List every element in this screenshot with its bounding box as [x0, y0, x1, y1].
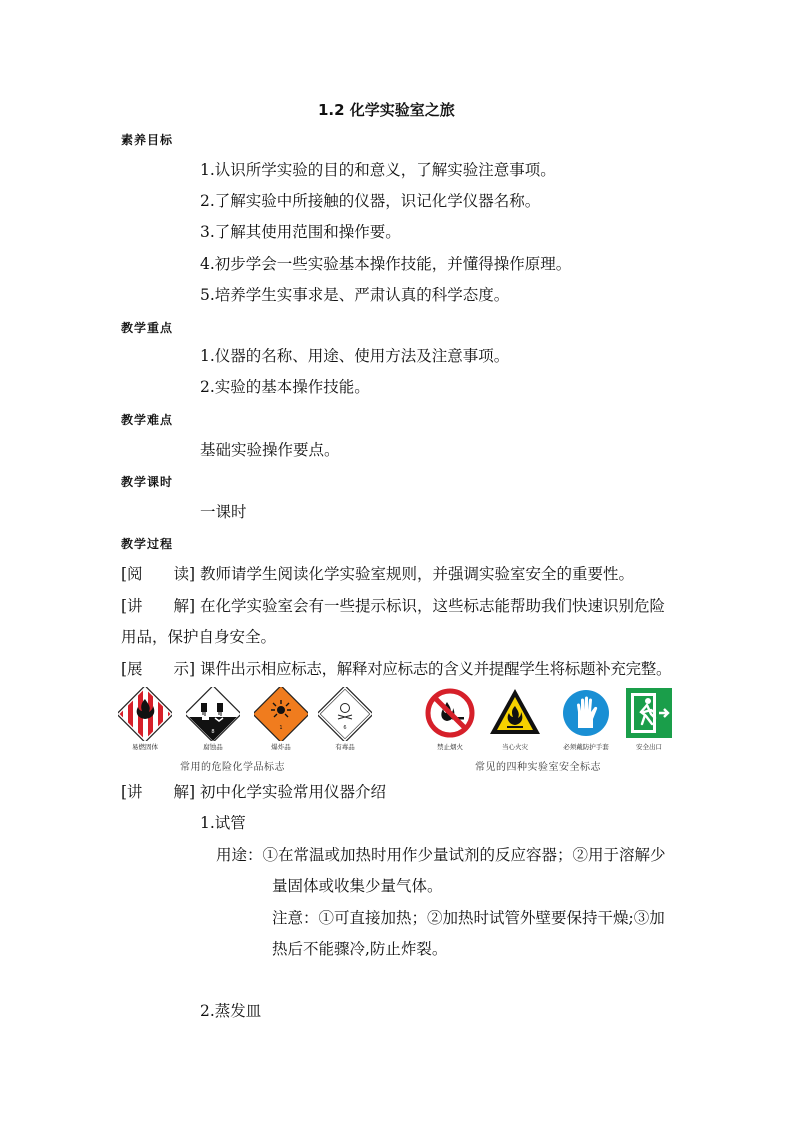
goal-item: 3.了解其使用范围和操作要。 — [200, 223, 401, 241]
hazard-caption: 常用的危险化学品标志 — [180, 762, 285, 773]
emergency-exit-icon — [626, 688, 672, 738]
explain-text-line: 在化学实验室会有一些提示标识，这些标志能帮助我们快速识别危险 — [200, 597, 666, 615]
read-tag: [阅 读] — [121, 565, 196, 583]
hazard-number: 6 — [343, 725, 347, 731]
note-line: 热后不能骤冷,防止炸裂。 — [272, 940, 448, 958]
explain-tag: [讲 解] — [121, 597, 196, 615]
section-heading-key-points: 教学重点 — [121, 321, 174, 335]
hazard-label: 爆炸品 — [271, 743, 291, 751]
goal-item: 1.认识所学实验的目的和意义，了解实验注意事项。 — [200, 161, 556, 179]
explain-tag: [讲 解] — [121, 783, 196, 801]
goal-item: 2.了解实验中所接触的仪器，识记化学仪器名称。 — [200, 192, 541, 210]
safety-label: 当心火灾 — [502, 743, 528, 751]
safety-label: 必须戴防护手套 — [563, 743, 609, 751]
hazard-label: 腐蚀品 — [203, 743, 223, 751]
read-text: 教师请学生阅读化学实验室规则，并强调实验室安全的重要性。 — [200, 565, 635, 583]
note-line: 注意：①可直接加热；②加热时试管外壁要保持干燥;③加 — [272, 909, 665, 927]
hazard-label: 易燃固体 — [132, 743, 158, 751]
goal-item: 4.初步学会一些实验基本操作技能，并懂得操作原理。 — [200, 255, 572, 273]
hazard-label: 有毒品 — [335, 743, 355, 751]
safety-label: 禁止烟火 — [437, 743, 463, 751]
hazard-number: 1 — [279, 725, 283, 731]
flammable-solid-icon — [118, 687, 172, 741]
safety-caption: 常见的四种实验室安全标志 — [475, 762, 601, 773]
usage-line: 用途：①在常温或加热时用作少量试剂的反应容器；②用于溶解少 — [216, 846, 666, 864]
no-fire-icon — [425, 688, 475, 738]
gloves-required-icon — [561, 688, 611, 738]
corrosive-icon — [186, 687, 240, 741]
section-heading-difficulty: 教学难点 — [121, 413, 174, 427]
hours-text: 一课时 — [200, 503, 247, 521]
section-heading-goals: 素养目标 — [121, 133, 174, 147]
key-point-item: 2.实验的基本操作技能。 — [200, 378, 370, 396]
section-heading-hours: 教学课时 — [121, 475, 174, 489]
explain-text: 初中化学实验常用仪器介绍 — [200, 783, 387, 801]
instrument-title: 1.试管 — [200, 814, 246, 832]
page-title: 1.2 化学实验室之旅 — [318, 101, 455, 119]
instrument-title: 2.蒸发皿 — [200, 1002, 262, 1020]
fire-warning-icon — [488, 686, 542, 738]
difficulty-text: 基础实验操作要点。 — [200, 441, 340, 459]
explain-text-line: 用品，保护自身安全。 — [121, 628, 277, 646]
toxic-icon — [318, 687, 372, 741]
show-tag: [展 示] — [121, 660, 196, 678]
key-point-item: 1.仪器的名称、用途、使用方法及注意事项。 — [200, 347, 510, 365]
show-text: 课件出示相应标志，解释对应标志的含义并提醒学生将标题补充完整。 — [200, 660, 672, 678]
hazard-number: 8 — [211, 729, 215, 735]
safety-label: 安全出口 — [636, 743, 662, 751]
usage-line: 量固体或收集少量气体。 — [272, 877, 443, 895]
goal-item: 5.培养学生实事求是、严肃认真的科学态度。 — [200, 286, 510, 304]
explosive-icon — [254, 687, 308, 741]
section-heading-process: 教学过程 — [121, 537, 174, 551]
